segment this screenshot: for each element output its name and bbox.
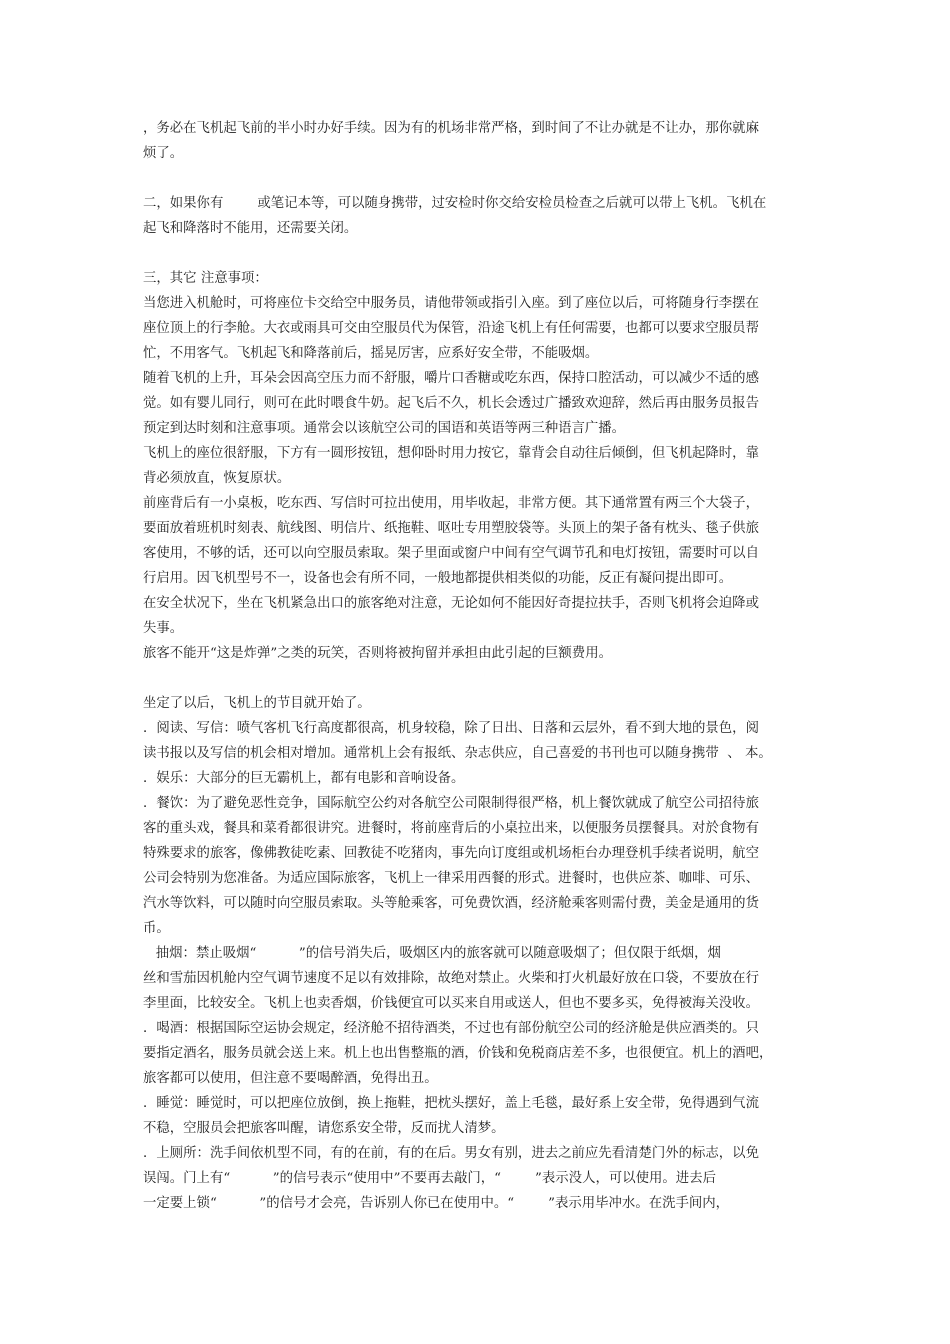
text-line: 背必须放直，恢复原状。 [143, 471, 291, 486]
text-line: 客使用，不够的话，还可以向空服员索取。架子里面或窗户中间有空气调节孔和电灯按钮，需要时可以自 [143, 546, 759, 561]
text-line: 当您进入机舱时，可将座位卡交给空中服务员，请他带领或指引入座。到了座位以后，可将随身行李摆在 [143, 296, 759, 311]
text-line: 李里面，比较安全。飞机上也卖香烟，价钱便宜可以买来自用或送人，但也不要多买，免得被海关没收。 [143, 996, 759, 1011]
text-line: 公司会特别为您准备。为适应国际旅客，飞机上一律采用西餐的形式。进餐时，也供应茶、咖啡、可乐、 [143, 871, 759, 886]
text-line: 失事。 [143, 621, 184, 636]
text-line: ．睡觉：睡觉时，可以把座位放倒，换上拖鞋，把枕头摆好，盖上毛毯，最好系上安全带，免得遇到气流 [143, 1096, 759, 1111]
text-line: 座位顶上的行李舱。大衣或雨具可交由空服员代为保管，沿途飞机上有任何需要，也都可以要求空服员帮 [143, 321, 759, 336]
text-line: 在安全状况下，坐在飞机紧急出口的旅客绝对注意，无论如何不能因好奇提拉扶手，否则飞机将会迫降或 [143, 596, 759, 611]
text-line: 一定要上锁“ ”的信号才会亮，告诉别人你已在使用中。“ ”表示用毕冲水。在洗手间内， [143, 1196, 730, 1211]
text-line: ，务必在飞机起飞前的半小时办好手续。因为有的机场非常严格，到时间了不让办就是不让办，那你就麻 [143, 121, 759, 136]
text-line: 预定到达时刻和注意事项。通常会以该航空公司的国语和英语等两三种语言广播。 [143, 421, 626, 436]
text-line: 误闯。门上有“ ”的信号表示“使用中”不要再去敲门，“ ”表示没人，可以使用。进去后 [143, 1171, 716, 1186]
text-line: ．餐饮：为了避免恶性竞争，国际航空公约对各航空公司限制得很严格，机上餐饮就成了航空公司招待旅 [143, 796, 759, 811]
text-line: 烦了。 [143, 146, 184, 161]
text-line: 抽烟：禁止吸烟“ ”的信号消失后，吸烟区内的旅客就可以随意吸烟了；但仅限于纸烟，烟 [143, 946, 721, 961]
text-line: 觉。如有婴儿同行，则可在此时喂食牛奶。起飞后不久，机长会透过广播致欢迎辞，然后再由服务员报告 [143, 396, 759, 411]
text-line: 飞机上的座位很舒服，下方有一圆形按钮，想仰卧时用力按它，靠背会自动往后倾倒，但飞机起降时，靠 [143, 446, 759, 461]
text-line: 二，如果你有 或笔记本等，可以随身携带，过安检时你交给安检员检查之后就可以带上飞机。飞机在 [143, 196, 767, 211]
text-line: ．阅读、写信：喷气客机飞行高度都很高，机身较稳，除了日出、日落和云层外，看不到大地的景色，阅 [143, 721, 759, 736]
text-line: 旅客都可以使用，但注意不要喝醉酒，免得出丑。 [143, 1071, 438, 1086]
text-line: 客的重头戏，餐具和菜肴都很讲究。进餐时，将前座背后的小桌拉出来，以便服务员摆餐具。对於食物有 [143, 821, 759, 836]
text-line: 要指定酒名，服务员就会送上来。机上也出售整瓶的酒，价钱和免税商店差不多，也很便宜。机上的酒吧， [143, 1046, 773, 1061]
text-line: 忙，不用客气。飞机起飞和降落前后，摇晃厉害，应系好安全带，不能吸烟。 [143, 346, 599, 361]
text-line: 随着飞机的上升，耳朵会因高空压力而不舒服，嚼片口香糖或吃东西，保持口腔活动，可以减少不适的感 [143, 371, 759, 386]
text-line: 坐定了以后，飞机上的节目就开始了。 [143, 696, 371, 711]
text-line: 起飞和降落时不能用，还需要关闭。 [143, 221, 358, 236]
text-line: 要面放着班机时刻表、航线图、明信片、纸拖鞋、呕吐专用塑胶袋等。头顶上的架子备有枕头、毯子供旅 [143, 521, 759, 536]
text-line: 丝和雪茄因机舱内空气调节速度不足以有效排除，故绝对禁止。火柴和打火机最好放在口袋，不要放在行 [143, 971, 759, 986]
text-line: ．上厕所：洗手间依机型不同，有的在前，有的在后。男女有别，进去之前应先看清楚门外的标志，以免 [143, 1146, 759, 1161]
text-line: 前座背后有一小桌板，吃东西、写信时可拉出使用，用毕收起，非常方便。其下通常置有两三个大袋子， [143, 496, 759, 511]
text-line: ．娱乐：大部分的巨无霸机上，都有电影和音响设备。 [143, 771, 465, 786]
text-line: 币。 [143, 921, 170, 936]
text-line: 读书报以及写信的机会相对增加。通常机上会有报纸、杂志供应，自己喜爱的书刊也可以随身携带 、 本。 [143, 746, 772, 761]
text-line: 旅客不能开“这是炸弹”之类的玩笑，否则将被拘留并承担由此引起的巨额费用。 [143, 646, 612, 661]
text-line: 行启用。因飞机型号不一，设备也会有所不同，一般地都提供相类似的功能，反正有凝问提出即可。 [143, 571, 733, 586]
text-line: ．喝酒：根据国际空运协会规定，经济舱不招待酒类，不过也有部份航空公司的经济舱是供应酒类的。只 [143, 1021, 759, 1036]
text-line: 汽水等饮料，可以随时向空服员索取。头等舱乘客，可免费饮酒，经济舱乘客则需付费，美金是通用的货 [143, 896, 759, 911]
section-heading: 三，其它 注意事项： [143, 271, 268, 286]
text-line: 特殊要求的旅客，像佛教徒吃素、回教徒不吃猪肉，事先向订度组或机场柜台办理登机手续者说明，航空 [143, 846, 759, 861]
text-line: 不稳，空服员会把旅客叫醒，请您系安全带，反而扰人清梦。 [143, 1121, 505, 1136]
